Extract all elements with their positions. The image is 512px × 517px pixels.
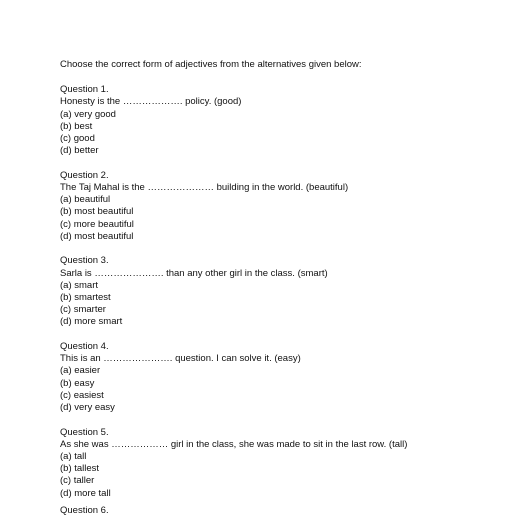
question-3 [60, 255, 500, 328]
option-b: (b) smartest [60, 292, 111, 304]
question-4 [60, 341, 500, 414]
question-heading: Question 5. [60, 426, 109, 438]
option-d: (d) better [60, 145, 99, 157]
option-a: (a) smart [60, 279, 98, 291]
option-b: (b) most beautiful [60, 206, 134, 218]
option-a: (a) beautiful [60, 194, 111, 206]
worksheet-page [60, 59, 500, 512]
question-heading: Question 4. [60, 341, 109, 353]
question-heading: Question 1. [60, 84, 109, 96]
option-c: (c) easiest [60, 389, 104, 401]
next-question-heading: Question 6. [60, 505, 109, 516]
option-b: (b) tallest [60, 463, 100, 475]
option-a: (a) easier [60, 365, 101, 377]
question-heading: Question 2. [60, 169, 109, 181]
question-5 [60, 427, 500, 500]
option-c: (c) smarter [60, 304, 106, 316]
question-prompt: The Taj Mahal is the ………………… building in the world. (beautiful) [60, 182, 349, 194]
option-c: (c) good [60, 133, 95, 145]
option-b: (b) best [60, 120, 93, 132]
option-a: (a) tall [60, 451, 87, 463]
question-prompt: As she was ……………… girl in the class, she was made to sit in the last row. (tall) [60, 438, 408, 450]
question-1 [60, 84, 500, 157]
option-a: (a) very good [60, 108, 116, 120]
question-heading: Question 3. [60, 255, 109, 267]
option-d: (d) most beautiful [60, 230, 134, 242]
option-c: (c) more beautiful [60, 218, 134, 230]
option-b: (b) easy [60, 377, 95, 389]
option-d: (d) very easy [60, 402, 115, 414]
question-2 [60, 170, 500, 243]
instruction-text: Choose the correct form of adjectives from the alternatives given below: [60, 59, 362, 70]
question-prompt: Sarla is …………………. than any other girl in the class. (smart) [60, 267, 328, 279]
option-d: (d) more tall [60, 487, 111, 499]
question-prompt: This is an …………………. question. I can solve it. (easy) [60, 353, 301, 365]
option-d: (d) more smart [60, 316, 123, 328]
question-prompt: Honesty is the ………………. policy. (good) [60, 96, 242, 108]
option-c: (c) taller [60, 475, 95, 487]
